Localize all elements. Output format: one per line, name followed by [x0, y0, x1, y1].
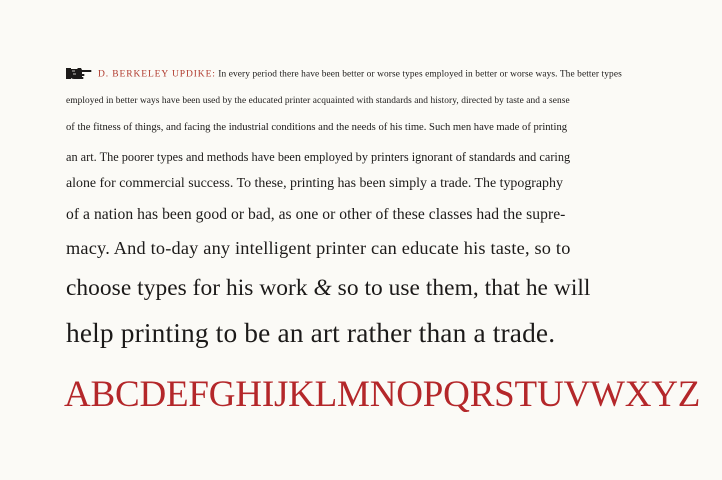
quote-text: In every period there have been better or worse types employed in better or worse ways. The better types: [218, 69, 622, 80]
quote-line-1: [66, 68, 662, 81]
author-name: D. BERKELEY UPDIKE:: [98, 69, 216, 80]
alphabet-specimen: ABCDEFGHIJKLMNOPQRSTUVWXYZ: [64, 374, 701, 415]
quote-line-7: macy. And to-day any intelligent printer can educate his taste, so to: [66, 238, 571, 258]
quote-line-4: an art. The poorer types and methods have been employed by printers ignorant of standards and caring: [66, 150, 571, 164]
quote-line-9: help printing to be an art rather than a trade.: [66, 318, 556, 348]
ampersand: &: [313, 275, 332, 301]
quote-line-8-end: so to use them, that he will: [331, 275, 591, 301]
quote-line-6: of a nation has been good or bad, as one or other of these classes had the supre-: [66, 206, 566, 223]
quote-line-5: alone for commercial success. To these, printing has been simply a trade. The typography: [66, 176, 563, 191]
quote-line-8-start: choose types for his work: [66, 275, 314, 301]
quote-line-3: of the fitness of things, and facing the industrial conditions and the needs of his time. Such men have made of printing: [66, 122, 568, 133]
pointing-hand-icon: [66, 68, 92, 80]
quote-line-8: [66, 275, 662, 302]
quote-line-2: employed in better ways have been used by the educated printer acquainted with standards and history, directed by taste and a sense: [66, 96, 570, 106]
